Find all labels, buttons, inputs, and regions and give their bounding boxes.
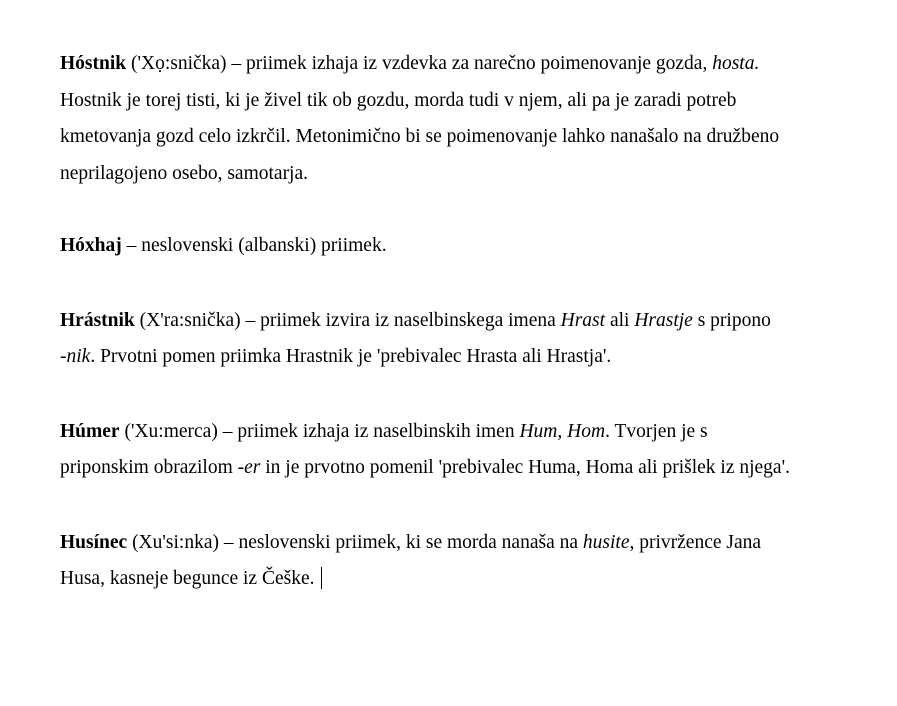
text-run: - (60, 346, 67, 367)
text-cursor (321, 567, 322, 589)
headword: Húmer (60, 420, 120, 442)
document-page[interactable] (60, 46, 860, 636)
entry-text (60, 310, 771, 368)
text-run: ('Xọ:snička) – priimek izhaja iz vzdevka za narečno poimenovanje gozda, (126, 53, 713, 74)
headword: Husínec (60, 531, 128, 553)
headword: Hóxhaj (60, 235, 122, 256)
entry-humer (60, 414, 860, 487)
text-run: Husa, kasneje begunce iz Češke. (60, 568, 315, 589)
italic-term: hosta. (712, 53, 760, 74)
entry-text (122, 235, 387, 256)
entry-husinec (60, 525, 860, 598)
headword: Hrástnik (60, 309, 135, 331)
entry-hostnik (60, 46, 860, 192)
italic-term: er (244, 457, 261, 478)
text-run: . Tvorjen je s (605, 420, 708, 442)
text-run: (X'ra:snička) – priimek izvira iz naselbinskega imena (134, 309, 561, 331)
entry-hrastnik (60, 303, 860, 376)
text-run: Hostnik je torej tisti, ki je živel tik ob gozdu, morda tudi v njem, ali pa je zaradi potreb (60, 89, 737, 111)
headword: Hóstnik (60, 53, 127, 74)
italic-term: Hrast (560, 309, 606, 331)
text-run: , privržence Jana (629, 531, 762, 553)
entry-hoxhaj (60, 228, 860, 265)
text-run: priponskim obrazilom - (60, 457, 245, 478)
text-run: – neslovenski (albanski) priimek. (121, 235, 387, 256)
italic-term: husite (582, 531, 630, 553)
entry-text (60, 53, 779, 184)
italic-term: nik (66, 346, 91, 367)
italic-term: Hrastje (634, 309, 693, 331)
entry-text (60, 421, 790, 479)
italic-term: Hum, Hom (519, 420, 606, 442)
text-run: . Prvotni pomen priimka Hrastnik je 'prebivalec Hrasta ali Hrastja'. (90, 346, 612, 367)
text-run: s pripono (692, 309, 771, 331)
text-run: (Xu'si:nka) – neslovenski priimek, ki se morda nanaša na (127, 531, 583, 553)
text-run: neprilagojeno osebo, samotarja. (60, 162, 309, 184)
text-run: ali (605, 309, 635, 331)
text-run: kmetovanja gozd celo izkrčil. Metonimično bi se poimenovanje lahko nanašalo na družbeno (60, 126, 780, 147)
text-run: ('Xu:merca) – priimek izhaja iz naselbinskih imen (119, 420, 520, 442)
text-run: in je prvotno pomenil 'prebivalec Huma, Homa ali prišlek iz njega'. (260, 457, 790, 478)
entry-text (60, 532, 761, 590)
